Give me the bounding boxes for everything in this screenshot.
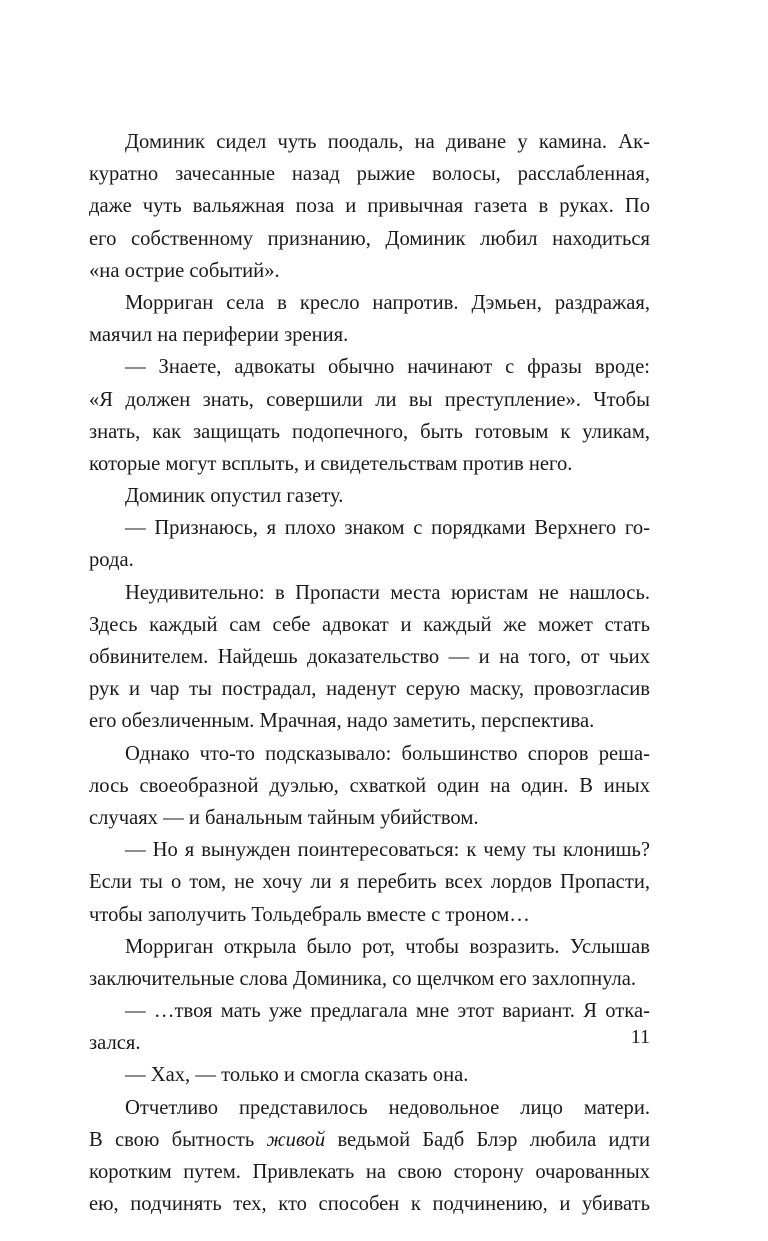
text-line: лось своеобразной дуэлью, схваткой один на один. В иных (89, 774, 650, 797)
page-number: 11 (630, 1026, 650, 1048)
text-line: Доминик сидел чуть поодаль, на диване у камина. Ак- (125, 131, 650, 153)
text-line: которые могут всплыть, и свидетельствам против него. (89, 452, 573, 475)
text-line: Морриган открыла было рот, чтобы возразить. Услышав (125, 935, 650, 958)
text-line: Доминик опустил газету. (125, 485, 344, 508)
body-text (89, 126, 650, 1220)
text-line: заключительные слова Доминика, со щелчком его захлопнула. (89, 967, 637, 990)
text-line: зался. (89, 1032, 141, 1055)
text-line: Неудивительно: в Пропасти места юристам не нашлось. (125, 581, 650, 604)
text-line: — Знаете, адвокаты обычно начинают с фразы вроде: (125, 356, 650, 379)
text-line: его собственному признанию, Доминик любил находиться (89, 227, 650, 250)
text-line: «на острие событий». (89, 259, 280, 282)
text-line: Морриган села в кресло напротив. Дэмьен, раздражая, (125, 291, 650, 314)
text-line: Здесь каждый сам себе адвокат и каждый же может стать (89, 613, 650, 636)
text-line: ею, подчинять тех, кто способен к подчинению, и убивать (89, 1193, 650, 1216)
text-line: чтобы заполучить Тольдебраль вместе с троном… (89, 903, 530, 926)
text-line (89, 1124, 650, 1156)
text-line: «Я должен знать, совершили ли вы преступление». Чтобы (89, 388, 650, 411)
text-line: куратно зачесанные назад рыжие волосы, расслабленная, (89, 163, 650, 186)
text-line: обвинителем. Найдешь доказательство — и на того, от чьих (89, 646, 650, 668)
italic-emphasis: живой (266, 1128, 326, 1151)
text-line: случаях — и банальным тайным убийством. (89, 806, 479, 829)
text-line: Однако что-то подсказывало: большинство споров реша- (125, 742, 650, 765)
text-line: знать, как защищать подопечного, быть готовым к уликам, (89, 420, 650, 443)
text-line: даже чуть вальяжная поза и привычная газета в руках. По (89, 195, 650, 218)
text-line: — …твоя мать уже предлагала мне этот вариант. Я отка- (125, 1000, 650, 1023)
text-line: — Но я вынужден поинтересоваться: к чему ты клонишь? (125, 839, 650, 862)
text-segment: В свою бытность (89, 1128, 267, 1151)
text-line: рода. (89, 549, 134, 572)
text-line: его обезличенным. Мрачная, надо заметить, перспектива. (89, 710, 595, 733)
text-line: Отчетливо представилось недовольное лицо матери. (125, 1096, 650, 1119)
text-line: коротким путем. Привлекать на свою сторону очарованных (89, 1161, 650, 1183)
text-line: маячил на периферии зрения. (89, 324, 349, 347)
text-line: — Признаюсь, я плохо знаком с порядками Верхнего го- (125, 517, 650, 540)
text-line: Если ты о том, не хочу ли я перебить всех лордов Пропасти, (89, 871, 650, 894)
text-segment: ведьмой Бадб Блэр любила идти (325, 1128, 651, 1151)
text-line: — Хах, — только и смогла сказать она. (125, 1064, 469, 1087)
text-line: рук и чар ты пострадал, наденут серую маску, провозгласив (89, 678, 650, 701)
